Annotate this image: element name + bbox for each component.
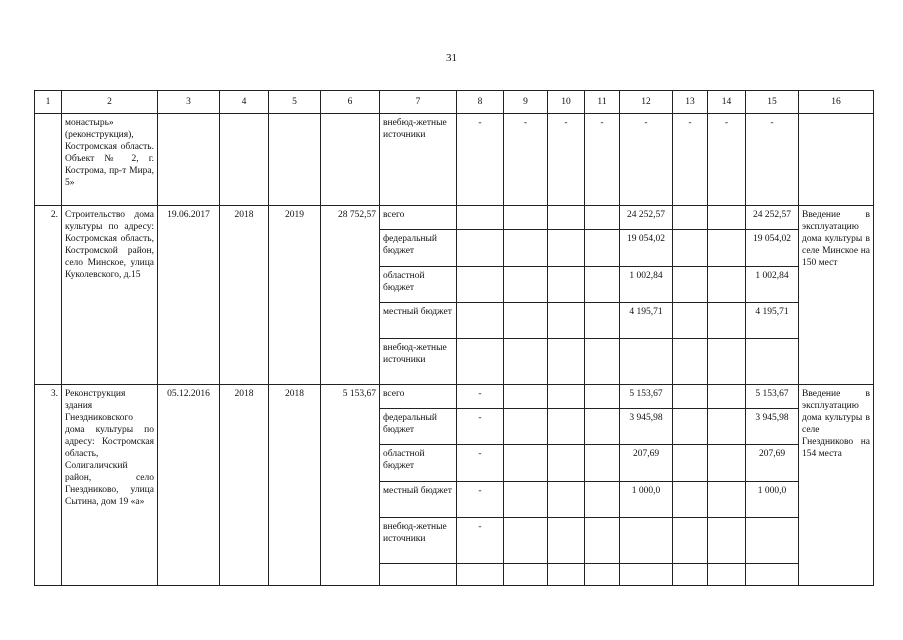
value-cell: [585, 267, 620, 303]
value-cell: [457, 303, 504, 339]
value-cell: [504, 409, 548, 445]
funding-source: местный бюджет: [380, 482, 457, 518]
date-cell: 19.06.2017: [158, 206, 220, 385]
end-year: [269, 114, 321, 206]
value-cell: -: [548, 114, 585, 206]
value-cell: 3 945,98: [620, 409, 673, 445]
value-cell: [504, 564, 548, 586]
value-cell: 24 252,57: [746, 206, 799, 230]
header-cell: 9: [504, 91, 548, 114]
date-cell: 05.12.2016: [158, 385, 220, 586]
value-cell: -: [746, 114, 799, 206]
value-cell: [504, 230, 548, 267]
value-cell: 19 054,02: [620, 230, 673, 267]
value-cell: [620, 518, 673, 564]
value-cell: [708, 385, 746, 409]
object-name: Строительство дома культуры по адресу: Костромская область, Костромской район, село Минское, улица Куколевского, д.15: [62, 206, 158, 385]
value-cell: [620, 339, 673, 385]
value-cell: 3 945,98: [746, 409, 799, 445]
expected-result: Введение в эксплуатацию дома культуры в селе Минское на 150 мест: [799, 206, 874, 385]
value-cell: [585, 518, 620, 564]
value-cell: [585, 409, 620, 445]
header-cell: 11: [585, 91, 620, 114]
value-cell: [548, 518, 585, 564]
funding-source: всего: [380, 385, 457, 409]
value-cell: [585, 303, 620, 339]
header-cell: 6: [321, 91, 380, 114]
value-cell: [504, 267, 548, 303]
value-cell: [548, 303, 585, 339]
value-cell: [585, 230, 620, 267]
estimated-cost: 5 153,67: [321, 385, 380, 586]
header-cell: 15: [746, 91, 799, 114]
value-cell: [504, 303, 548, 339]
value-cell: 24 252,57: [620, 206, 673, 230]
value-cell: [708, 445, 746, 482]
value-cell: [548, 564, 585, 586]
value-cell: [620, 564, 673, 586]
value-cell: [548, 385, 585, 409]
table-row: [35, 206, 874, 230]
header-cell: 8: [457, 91, 504, 114]
value-cell: [504, 445, 548, 482]
value-cell: 207,69: [620, 445, 673, 482]
value-cell: 1 002,84: [746, 267, 799, 303]
value-cell: [504, 518, 548, 564]
program-table: [34, 90, 874, 586]
end-year: 2019: [269, 206, 321, 385]
value-cell: [673, 303, 708, 339]
value-cell: [673, 339, 708, 385]
value-cell: -: [457, 385, 504, 409]
header-cell: 10: [548, 91, 585, 114]
value-cell: [548, 482, 585, 518]
value-cell: 1 002,84: [620, 267, 673, 303]
value-cell: [673, 482, 708, 518]
value-cell: [708, 230, 746, 267]
start-year: 2018: [220, 385, 269, 586]
value-cell: [708, 206, 746, 230]
value-cell: [585, 482, 620, 518]
header-cell: 1: [35, 91, 62, 114]
value-cell: -: [457, 409, 504, 445]
value-cell: -: [457, 445, 504, 482]
value-cell: [708, 339, 746, 385]
value-cell: [673, 518, 708, 564]
value-cell: [673, 267, 708, 303]
expected-result: [799, 114, 874, 206]
value-cell: [457, 230, 504, 267]
header-cell: 14: [708, 91, 746, 114]
value-cell: 5 153,67: [746, 385, 799, 409]
header-cell: 12: [620, 91, 673, 114]
value-cell: [548, 445, 585, 482]
table-row: [35, 114, 874, 206]
value-cell: [548, 409, 585, 445]
value-cell: [504, 339, 548, 385]
value-cell: [708, 303, 746, 339]
value-cell: 207,69: [746, 445, 799, 482]
page-number: 31: [446, 52, 457, 64]
value-cell: [585, 385, 620, 409]
value-cell: [457, 206, 504, 230]
header-cell: 13: [673, 91, 708, 114]
value-cell: [746, 339, 799, 385]
value-cell: [708, 482, 746, 518]
funding-source: внебюд-жетные источники: [380, 339, 457, 385]
value-cell: [708, 267, 746, 303]
value-cell: -: [673, 114, 708, 206]
value-cell: [504, 385, 548, 409]
header-cell: 7: [380, 91, 457, 114]
row-number: 3.: [35, 385, 62, 586]
funding-source: внебюд-жетные источники: [380, 114, 457, 206]
value-cell: 1 000,0: [620, 482, 673, 518]
object-name: монастырь» (реконструкция), Костромская область. Объект № 2, г. Кострома, пр-т Мира, 5»: [62, 114, 158, 206]
value-cell: [457, 339, 504, 385]
header-cell: 16: [799, 91, 874, 114]
value-cell: -: [620, 114, 673, 206]
value-cell: 1 000,0: [746, 482, 799, 518]
header-cell: 5: [269, 91, 321, 114]
expected-result: Введение в эксплуатацию дома культуры в селе Гнездниково на 154 места: [799, 385, 874, 586]
object-name: Реконструкция здания Гнездниковского дома культуры по адресу: Костромская область, Солигаличский район, село Гнездниково, улица Сытина, дом 19 «а»: [62, 385, 158, 586]
value-cell: [673, 409, 708, 445]
value-cell: [708, 564, 746, 586]
value-cell: -: [457, 114, 504, 206]
value-cell: [673, 206, 708, 230]
value-cell: [585, 339, 620, 385]
value-cell: [673, 230, 708, 267]
value-cell: [548, 230, 585, 267]
value-cell: 19 054,02: [746, 230, 799, 267]
value-cell: [746, 518, 799, 564]
value-cell: [548, 267, 585, 303]
value-cell: [548, 339, 585, 385]
value-cell: 5 153,67: [620, 385, 673, 409]
value-cell: [548, 206, 585, 230]
value-cell: [585, 564, 620, 586]
value-cell: [457, 564, 504, 586]
value-cell: [708, 518, 746, 564]
estimated-cost: [321, 114, 380, 206]
value-cell: [457, 267, 504, 303]
value-cell: -: [457, 482, 504, 518]
estimated-cost: 28 752,57: [321, 206, 380, 385]
value-cell: [708, 409, 746, 445]
header-row: [35, 91, 874, 114]
header-cell: 2: [62, 91, 158, 114]
table-row: [35, 385, 874, 409]
value-cell: [673, 445, 708, 482]
value-cell: [504, 482, 548, 518]
start-year: [220, 114, 269, 206]
value-cell: [585, 206, 620, 230]
funding-source: федеральный бюджет: [380, 409, 457, 445]
end-year: 2018: [269, 385, 321, 586]
funding-source: федеральный бюджет: [380, 230, 457, 267]
value-cell: [585, 445, 620, 482]
funding-source: областной бюджет: [380, 267, 457, 303]
funding-source: всего: [380, 206, 457, 230]
value-cell: [673, 564, 708, 586]
funding-source: местный бюджет: [380, 303, 457, 339]
header-cell: 3: [158, 91, 220, 114]
value-cell: -: [457, 518, 504, 564]
funding-source: областной бюджет: [380, 445, 457, 482]
value-cell: -: [708, 114, 746, 206]
value-cell: -: [504, 114, 548, 206]
value-cell: [673, 385, 708, 409]
value-cell: [504, 206, 548, 230]
funding-source: внебюд-жетные источники: [380, 518, 457, 564]
start-year: 2018: [220, 206, 269, 385]
header-cell: 4: [220, 91, 269, 114]
value-cell: 4 195,71: [620, 303, 673, 339]
row-number: 2.: [35, 206, 62, 385]
row-number: [35, 114, 62, 206]
value-cell: 4 195,71: [746, 303, 799, 339]
value-cell: [746, 564, 799, 586]
date-cell: [158, 114, 220, 206]
value-cell: -: [585, 114, 620, 206]
funding-source: [380, 564, 457, 586]
